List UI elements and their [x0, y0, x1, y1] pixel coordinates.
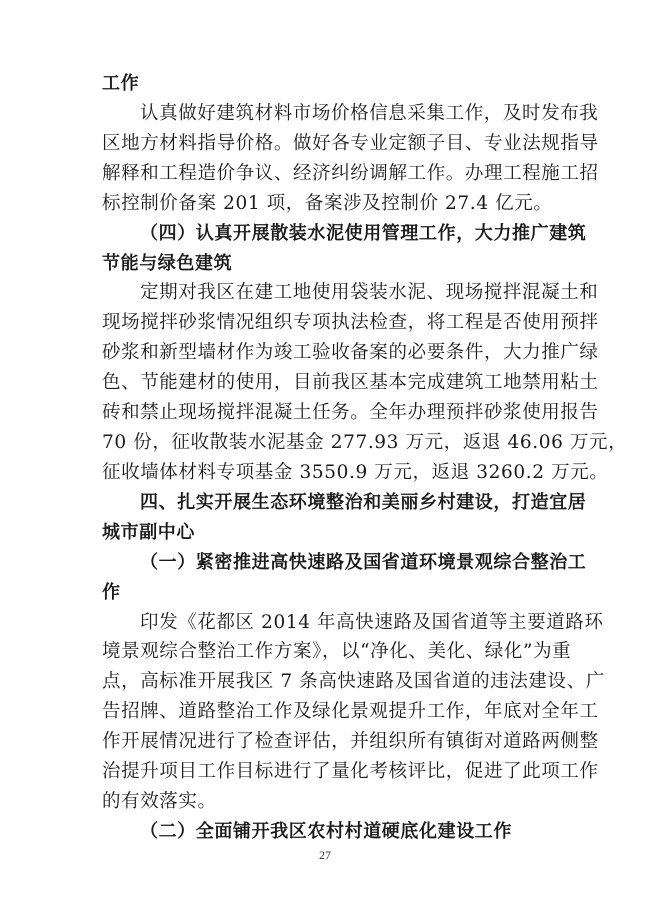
paragraph-line: 认真做好建筑材料市场价格信息采集工作，及时发布我 — [140, 103, 599, 124]
paragraph-line: 区地方材料指导价格。做好各专业定额子目、专业法规指导 — [102, 133, 599, 154]
section-heading: （四）认真开展散装水泥使用管理工作，大力推广建筑 — [140, 223, 587, 244]
paragraph-line: 砂浆和新型墙材作为竣工验收备案的必要条件，大力推广绿 — [102, 342, 599, 363]
paragraph-line: 解释和工程造价争议、经济纠纷调解工作。办理工程施工招 — [102, 163, 599, 184]
section-heading: 作 — [102, 582, 121, 603]
paragraph-line: 印发《花都区 2014 年高快速路及国省道等主要道路环 — [140, 612, 604, 633]
section-heading: （一）紧密推进高快速路及国省道环境景观综合整治工 — [140, 552, 587, 573]
paragraph-line: 砖和禁止现场搅拌混凝土任务。全年办理预拌砂浆使用报告 — [102, 402, 599, 423]
paragraph-line: 作开展情况进行了检查评估，并组织所有镇街对道路两侧整 — [102, 731, 599, 752]
continued-heading-tail: 工作 — [102, 73, 140, 94]
paragraph-line: 的有效落实。 — [102, 791, 217, 812]
page-number: 27 — [319, 848, 331, 862]
paragraph-line: 色、节能建材的使用，目前我区基本完成建筑工地禁用粘土 — [102, 372, 599, 393]
paragraph-line: 现场搅拌砂浆情况组织专项执法检查，将工程是否使用预拌 — [102, 312, 599, 333]
paragraph-line: 治提升项目工作目标进行了量化考核评比，促进了此项工作 — [102, 761, 599, 782]
section-heading: 节能与绿色建筑 — [102, 253, 233, 274]
chapter-heading: 城市副中心 — [102, 522, 195, 543]
paragraph-line: 境景观综合整治工作方案》，以“净化、美化、绿化”为重 — [102, 641, 572, 662]
paragraph-line: 点，高标准开展我区 7 条高快速路及国省道的违法建设、广 — [102, 671, 605, 692]
section-heading: （二）全面铺开我区农村村道硬底化建设工作 — [140, 821, 512, 842]
paragraph-line: 告招牌、道路整治工作及绿化景观提升工作，年底对全年工 — [102, 701, 599, 722]
chapter-heading: 四、扎实开展生态环境整治和美丽乡村建设，打造宜居 — [140, 492, 587, 513]
paragraph-line: 定期对我区在建工地使用袋装水泥、现场搅拌混凝土和 — [140, 282, 599, 303]
paragraph-line: 标控制价备案 201 项，备案涉及控制价 27.4 亿元。 — [102, 193, 553, 214]
paragraph-line: 70 份，征收散装水泥基金 277.93 万元，返退 46.06 万元， — [102, 432, 628, 453]
paragraph-line: 征收墙体材料专项基金 3550.9 万元，返退 3260.2 万元。 — [102, 462, 609, 483]
